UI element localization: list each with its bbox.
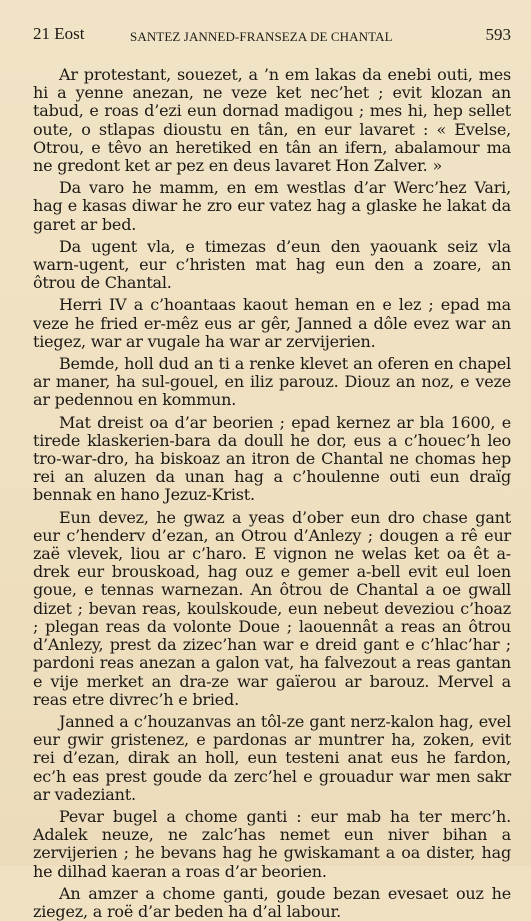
paragraph: An amzer a chome ganti, goude bezan evesaet ouz he ziegez, a roë d’ar beden ha d’al labour. <box>33 883 511 921</box>
paragraph: Ar protestant, souezet, a ’n em lakas da enebi outi, mes hi a yenne anezan, ne veze ket nec’het ; evit klozan an tabud, e roas d’ezi eun dornad madigou ; mes hi, hep sellet oute, o stlapas dioustu en tân, en eur lavaret : « Evelse, Otrou, e têvo an heretiked en tân an ifern, abalamour ma ne gredont ket ar pez en deus lavaret Hon Zalver. » <box>33 65 511 176</box>
paragraph: Mat dreist oa d’ar beorien ; epad kernez ar bla 1600, e tirede klaskerien-bara da doull he dor, eus a c’houec’h leo tro-war-dro, ha biskoaz an itron de Chantal ne chomas hep rei an aluzen da unan hag a c’houlenne outi eun draïg bennak en hano Jezuz-Krist. <box>33 412 511 505</box>
header-date: 21 Eost <box>33 24 85 43</box>
paragraph: Janned a c’houzanvas an tôl-ze gant nerz-kalon hag, evel eur gwir gristenez, e pardonas ar muntrer ha, zoken, evit rei d’ezan, dirak an holl, eun testeni anat eus he fardon, ec’h eas prest goude da zerc’hel e grouadur war men sakr ar vadeziant. <box>33 711 511 804</box>
page-body <box>33 66 511 921</box>
header-title: SANTEZ JANNED-FRANSEZA DE CHANTAL <box>130 29 393 44</box>
page-number: 593 <box>485 25 511 44</box>
running-header <box>33 0 511 46</box>
paragraph: Herri IV a c’hoantaas kaout heman en e lez ; epad ma veze he fried er-mêz eus ar gêr, Janned a dôle evez war an tiegez, war ar vugale ha war ar zervijerien. <box>33 295 511 351</box>
paragraph: Bemde, holl dud an ti a renke klevet an oferen en chapel ar maner, ha sul-gouel, en iliz parouz. Diouz an noz, e veze ar pedennou en kommun. <box>33 354 511 410</box>
paragraph: Eun devez, he gwaz a yeas d’ober eun dro chase gant eur c’henderv d’ezan, an Otrou d’Anlezy ; dougen a rê eur zaë vlevek, liou ar c’haro. E vignon ne welas ket oa êt a-drek eur brouskoad, hag ouz e gemer a-bell evit eul loen goue, e tennas warnezan. An ôtrou de Chantal a oe gwall dizet ; bevan reas, koulskoude, eun nebeut deveziou c’hoaz ; plegan reas da volonte Doue ; laouennât a reas an ôtrou d’Anlezy, prest da zizec’han war e dreid gant e c’hlac’har ; pardoni reas anezan a galon vat, ha falvezout a reas gantan e vije merket an dra-ze war gaïerou ar barouz. Mervel a reas etre divrec’h e bried. <box>33 507 511 709</box>
paragraph: Pevar bugel a chome ganti : eur mab ha ter merc’h. Adalek neuze, ne zalc’has nemet eun niver bihan a zervijerien ; he bevans hag he gwiskamant a oa dister, hag he dilhad kaeran a roas d’ar beorien. <box>33 806 511 881</box>
paragraph: Da varo he mamm, en em westlas d’ar Werc’hez Vari, hag e kasas diwar he zro eur vatez hag a glaske he lakat da garet ar bed. <box>33 178 511 234</box>
paragraph: Da ugent vla, e timezas d’eun den yaouank seiz vla warn-ugent, eur c’hristen mat hag eun den a zoare, an ôtrou de Chantal. <box>33 236 511 293</box>
